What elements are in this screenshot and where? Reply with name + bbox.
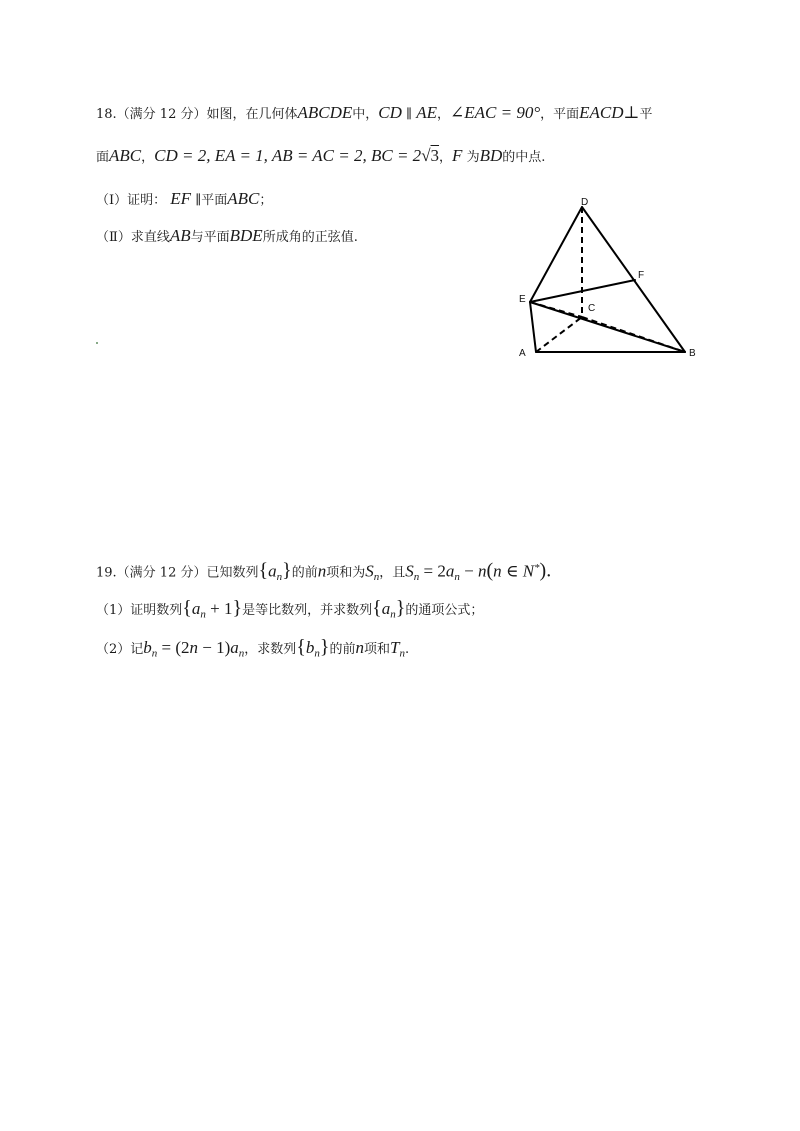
sub-n: n — [314, 647, 320, 660]
math-t: T — [390, 638, 400, 657]
in-symbol: ∈ — [501, 561, 523, 581]
q18-part-2 — [96, 225, 358, 249]
edge-ed — [530, 207, 582, 302]
text: ； — [259, 193, 273, 208]
text: 中， — [352, 107, 379, 122]
math-ab: AB — [169, 226, 191, 245]
text: 为 — [466, 150, 480, 165]
math-f: F — [452, 146, 463, 165]
math-N: N — [522, 561, 535, 581]
sub-n: n — [399, 647, 406, 660]
text: ，求数列 — [244, 642, 297, 657]
sub-n: n — [151, 647, 158, 660]
brace: } — [282, 559, 292, 582]
math-a: a — [445, 561, 455, 581]
sub-n: n — [238, 647, 245, 660]
math-b: b — [305, 638, 315, 657]
text: ， — [439, 150, 453, 165]
q19-part-1 — [96, 597, 483, 626]
text: 的通项公式； — [405, 603, 484, 618]
label-c: C — [588, 303, 596, 314]
text: 的前 — [329, 642, 356, 657]
math-n: n — [189, 638, 199, 657]
math-plane-abc: ABC — [109, 146, 142, 165]
q19-line-1 — [96, 557, 551, 588]
sub-n: n — [413, 570, 420, 583]
text: . — [405, 642, 410, 657]
math-a: a — [268, 561, 277, 581]
math-ef: EF — [170, 189, 192, 208]
brace: { — [296, 636, 306, 658]
math-n: n — [355, 638, 365, 657]
sub-n: n — [373, 570, 380, 583]
sub-n: n — [390, 608, 396, 621]
math-plane-eacd: EACD — [579, 103, 624, 122]
label-b: B — [689, 348, 696, 359]
edge-ac — [536, 317, 582, 352]
brace: { — [258, 559, 269, 582]
stray-dot — [96, 342, 98, 344]
sqrt-symbol: √ — [421, 146, 431, 165]
perp-symbol: ⊥ — [623, 103, 640, 122]
brace: } — [232, 597, 243, 619]
math-conditions: CD = 2, EA = 1, AB = AC = 2, BC = 2 — [154, 146, 422, 165]
math-n: n — [477, 561, 487, 581]
q18-part-1 — [96, 188, 272, 212]
math-n: n — [317, 561, 327, 581]
brace: } — [395, 597, 406, 619]
sup-star: * — [534, 562, 540, 574]
math-s: S — [405, 561, 414, 581]
solid-name: ABCDE — [297, 103, 353, 122]
minus: − — [459, 561, 478, 581]
q18-line-1 — [96, 102, 653, 126]
geometry-figure — [510, 195, 700, 365]
text: 平面 — [201, 193, 228, 208]
label-d: D — [581, 197, 589, 208]
text: 项和 — [364, 642, 391, 657]
sub-n: n — [200, 608, 206, 621]
brace: } — [319, 636, 330, 658]
text: 的中点. — [502, 150, 546, 165]
minus-one: − 1) — [198, 638, 231, 657]
math-a: a — [381, 599, 391, 618]
solid-edges — [530, 207, 685, 352]
edge-cb — [582, 317, 685, 352]
brace: { — [182, 597, 192, 619]
math-bd: BD — [479, 146, 503, 165]
part-label: （2）记 — [96, 642, 144, 657]
q18-line-2 — [96, 145, 545, 169]
math-angle: ∠EAC = 90° — [450, 103, 541, 122]
paren: ( — [486, 559, 494, 582]
parallel-symbol: ∥ — [406, 107, 413, 122]
part-label: （Ⅱ）求直线 — [96, 230, 170, 245]
text: 所成角的正弦值. — [262, 230, 358, 245]
math-ae: AE — [416, 103, 437, 122]
plus-one: + 1 — [205, 599, 233, 618]
parallel-symbol: ∥ — [195, 193, 202, 208]
text: 面 — [96, 150, 110, 165]
label-f: F — [638, 270, 645, 281]
math-a: a — [191, 599, 201, 618]
math-s: S — [365, 561, 374, 581]
hidden-edges — [530, 207, 685, 352]
math-b: b — [143, 638, 152, 657]
edge-ae — [530, 302, 536, 352]
sqrt-value: 3 — [430, 146, 440, 165]
sub-n: n — [276, 570, 283, 583]
text: ， — [141, 150, 155, 165]
text: 与平面 — [190, 230, 230, 245]
q18-prefix: 18.（满分 12 分）如图，在几何体 — [96, 107, 298, 122]
math-eq: = (2 — [157, 638, 190, 657]
part-label: （Ⅰ）证明： — [96, 193, 167, 208]
q19-prefix: 19.（满分 12 分）已知数列 — [96, 565, 259, 581]
math-eq: = 2 — [419, 561, 446, 581]
label-e: E — [519, 294, 526, 305]
math-cd: CD — [378, 103, 402, 122]
text: 的前 — [291, 565, 318, 581]
text: 平 — [639, 107, 653, 122]
text: 是等比数列，并求数列 — [242, 603, 373, 618]
math-a: a — [230, 638, 239, 657]
math-n: n — [493, 561, 502, 581]
text: ， — [436, 107, 450, 122]
math-abc: ABC — [227, 189, 260, 208]
part-label: （1）证明数列 — [96, 603, 183, 618]
text: 项和为 — [326, 565, 366, 581]
paren-close: ). — [539, 559, 552, 582]
brace: { — [372, 597, 382, 619]
text: ，平面 — [540, 107, 580, 122]
label-a: A — [519, 348, 526, 359]
text: ，且 — [379, 565, 406, 581]
q19-part-2 — [96, 636, 409, 665]
math-bde: BDE — [229, 226, 263, 245]
sub-n: n — [454, 570, 460, 583]
